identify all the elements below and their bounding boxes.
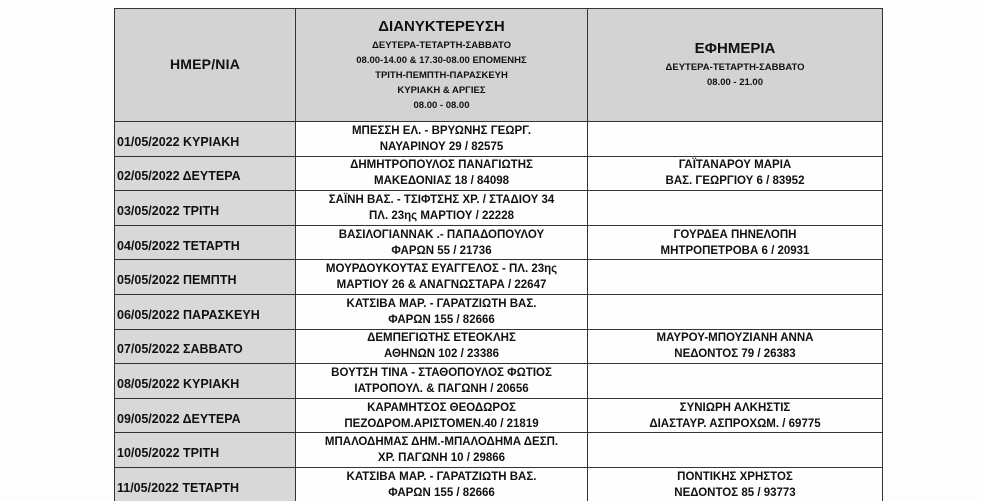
pharmacy-name: ΜΠΕΣΣΗ ΕΛ. - ΒΡΥΩΝΗΣ ΓΕΩΡΓ. [351,124,532,137]
pharmacy-address: ΦΑΡΩΝ 155 / 82666 [388,486,495,499]
duty-pharmacy-cell [588,225,883,260]
pharmacy-address: ΝΕΔΟΝΤΟΣ 85 / 93773 [674,486,796,499]
pharmacy-name: ΜΟΥΡΔΟΥΚΟΥΤΑΣ ΕΥΑΓΓΕΛΟΣ - ΠΛ. 23ης [325,263,558,276]
pharmacy-schedule-table [114,8,883,501]
pharmacy-name: ΜΠΑΛΟΔΗΜΑΣ ΔΗΜ.-ΜΠΑΛΟΔΗΜΑ ΔΕΣΠ. [324,436,559,449]
date-cell: 02/05/2022 ΔΕΥΤΕΡΑ [115,156,296,191]
duty-pharmacy-cell [588,260,883,295]
night-pharmacy-cell [296,433,588,468]
table-row [115,156,883,191]
duty-pharmacy-cell [588,156,883,191]
header-night-line: 08.00-14.00 & 17.30-08.00 ΕΠΟΜΕΝΗΣ [356,54,527,66]
duty-pharmacy-cell [588,433,883,468]
night-pharmacy-cell [296,260,588,295]
duty-pharmacy-cell [588,294,883,329]
night-pharmacy-cell [296,156,588,191]
date-cell: 07/05/2022 ΣΑΒΒΑΤΟ [115,329,296,364]
date-cell: 10/05/2022 ΤΡΙΤΗ [115,433,296,468]
pharmacy-name: ΠΟΝΤΙΚΗΣ ΧΡΗΣΤΟΣ [677,470,793,483]
header-night-duty [296,9,588,122]
night-pharmacy-cell [296,225,588,260]
night-pharmacy-cell [296,398,588,433]
header-duty-line: 08.00 - 21.00 [707,77,763,88]
pharmacy-name: ΚΑΤΣΙΒΑ ΜΑΡ. - ΓΑΡΑΤΖΙΩΤΗ ΒΑΣ. [346,470,537,483]
header-night-line: ΔΕΥΤΕΡΑ-ΤΕΤΑΡΤΗ-ΣΑΒΒΑΤΟ [372,39,511,51]
pharmacy-name: ΜΑΥΡΟΥ-ΜΠΟΥΖΙΑΝΗ ΑΝΝΑ [656,332,814,345]
table-row [115,398,883,433]
pharmacy-name: ΓΟΥΡΔΕΑ ΠΗΝΕΛΟΠΗ [673,228,797,241]
date-cell: 09/05/2022 ΔΕΥΤΕΡΑ [115,398,296,433]
header-night-line: 08.00 - 08.00 [413,99,470,111]
table-row [115,191,883,226]
pharmacy-name: ΚΑΤΣΙΒΑ ΜΑΡ. - ΓΑΡΑΤΖΙΩΤΗ ΒΑΣ. [346,297,537,310]
date-cell: 06/05/2022 ΠΑΡΑΣΚΕΥΗ [115,294,296,329]
night-pharmacy-cell [296,467,588,501]
header-day-duty [588,9,883,122]
duty-pharmacy-cell [588,398,883,433]
duty-pharmacy-cell [588,467,883,501]
pharmacy-address: ΠΕΖΟΔΡΟΜ.ΑΡΙΣΤΟΜΕΝ.40 / 21819 [344,417,539,430]
table-header [115,9,883,122]
pharmacy-name: ΔΗΜΗΤΡΟΠΟΥΛΟΣ ΠΑΝΑΓΙΩΤΗΣ [350,159,533,172]
table-row [115,364,883,399]
table-row [115,294,883,329]
duty-pharmacy-cell [588,122,883,157]
pharmacy-name: ΒΑΣΙΛΟΓΙΑΝΝΑΚ .- ΠΑΠΑΔΟΠΟΥΛΟΥ [338,228,545,241]
date-cell: 11/05/2022 ΤΕΤΑΡΤΗ [115,467,296,501]
pharmacy-address: ΑΘΗΝΩΝ 102 / 23386 [383,348,500,361]
header-duty-title: ΕΦΗΜΕΡΙΑ [694,40,776,57]
pharmacy-name: ΣΥΝΙΩΡΗ ΑΛΚΗΣΤΙΣ [679,401,791,414]
night-pharmacy-cell [296,191,588,226]
date-cell: 05/05/2022 ΠΕΜΠΤΗ [115,260,296,295]
night-pharmacy-cell [296,122,588,157]
date-cell: 08/05/2022 ΚΥΡΙΑΚΗ [115,364,296,399]
date-cell: 03/05/2022 ΤΡΙΤΗ [115,191,296,226]
night-pharmacy-cell [296,364,588,399]
duty-pharmacy-cell [588,329,883,364]
pharmacy-name: ΣΑΪΝΗ ΒΑΣ. - ΤΣΙΦΤΣΗΣ ΧΡ. / ΣΤΑΔΙΟΥ 34 [328,193,555,206]
table-body [115,122,883,501]
table-row [115,329,883,364]
table-row [115,122,883,157]
header-duty-line: ΔΕΥΤΕΡΑ-ΤΕΤΑΡΤΗ-ΣΑΒΒΑΤΟ [665,62,805,73]
pharmacy-address: ΜΑΚΕΔΟΝΙΑΣ 18 / 84098 [373,175,510,188]
pharmacy-address: ΝΑΥΑΡΙΝΟΥ 29 / 82575 [379,140,504,153]
pharmacy-address: ΙΑΤΡΟΠΟΥΛ. & ΠΑΓΩΝΗ / 20656 [354,382,529,395]
pharmacy-address: ΜΗΤΡΟΠΕΤΡΟΒΑ 6 / 20931 [660,244,810,257]
pharmacy-name: ΒΟΥΤΣΗ ΤΙΝΑ - ΣΤΑΘΟΠΟΥΛΟΣ ΦΩΤΙΟΣ [331,366,552,379]
pharmacy-address: ΠΛ. 23ης ΜΑΡΤΙΟΥ / 22228 [369,209,514,222]
pharmacy-address: ΧΡ. ΠΑΓΩΝΗ 10 / 29866 [377,452,506,465]
night-pharmacy-cell [296,294,588,329]
header-date-label: ΗΜΕΡ/ΝΙΑ [169,56,241,72]
date-cell: 01/05/2022 ΚΥΡΙΑΚΗ [115,122,296,157]
date-cell: 04/05/2022 ΤΕΤΑΡΤΗ [115,225,296,260]
header-night-line: ΤΡΙΤΗ-ΠΕΜΠΤΗ-ΠΑΡΑΣΚΕΥΗ [375,69,508,81]
pharmacy-address: ΒΑΣ. ΓΕΩΡΓΙΟΥ 6 / 83952 [665,175,805,188]
pharmacy-address: ΝΕΔΟΝΤΟΣ 79 / 26383 [674,348,796,361]
pharmacy-address: ΔΙΑΣΤΑΥΡ. ΑΣΠΡΟΧΩΜ. / 69775 [649,417,821,430]
pharmacy-address: ΜΑΡΤΙΟΥ 26 & ΑΝΑΓΝΩΣΤΑΡΑ / 22647 [336,279,547,292]
header-night-line: ΚΥΡΙΑΚΗ & ΑΡΓΙΕΣ [397,84,486,96]
header-date [115,9,296,122]
table-row [115,260,883,295]
pharmacy-name: ΓΑΪΤΑΝΑΡΟΥ ΜΑΡΙΑ [678,159,792,172]
pharmacy-address: ΦΑΡΩΝ 155 / 82666 [388,313,495,326]
table-row [115,467,883,501]
pharmacy-name: ΔΕΜΠΕΓΙΩΤΗΣ ΕΤΕΟΚΛΗΣ [367,332,516,345]
table-row [115,225,883,260]
table-row [115,433,883,468]
night-pharmacy-cell [296,329,588,364]
pharmacy-address: ΦΑΡΩΝ 55 / 21736 [391,244,492,257]
duty-pharmacy-cell [588,191,883,226]
header-night-title: ΔΙΑΝΥΚΤΕΡΕΥΣΗ [378,17,505,35]
pharmacy-name: ΚΑΡΑΜΗΤΣΟΣ ΘΕΟΔΩΡΟΣ [367,401,516,414]
duty-pharmacy-cell [588,364,883,399]
